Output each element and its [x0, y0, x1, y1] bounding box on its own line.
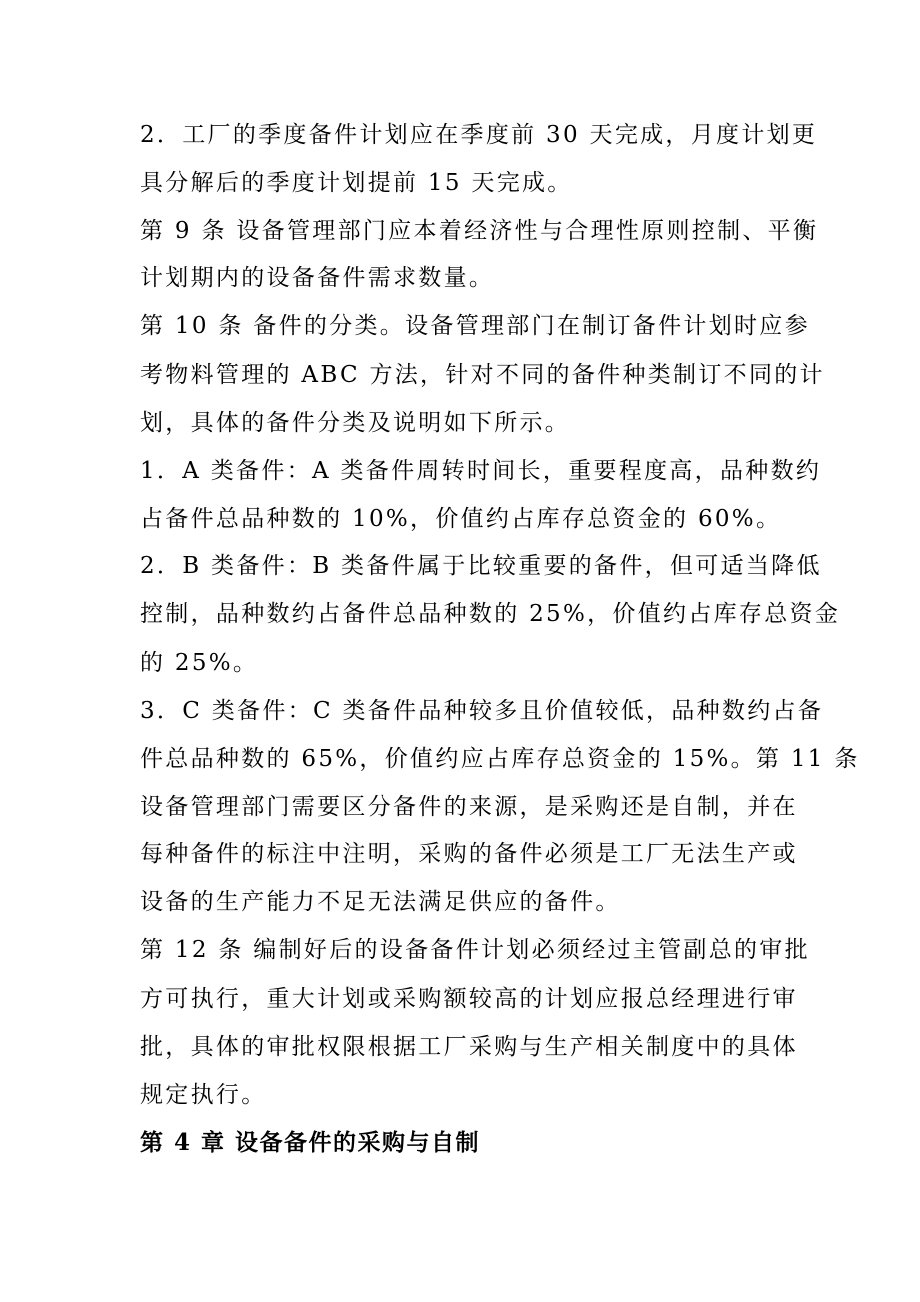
- text-line: 的 25%。: [140, 650, 259, 676]
- text-line: 划，具体的备件分类及说明如下所示。: [140, 410, 571, 436]
- text-line: 设备管理部门需要区分备件的来源，是采购还是自制，并在: [140, 794, 798, 820]
- text-line: 批，具体的审批权限根据工厂采购与生产相关制度中的具体: [140, 1034, 798, 1060]
- text-line: 1．A 类备件：A 类备件周转时间长，重要程度高，品种数约: [140, 458, 822, 484]
- text-line: 设备的生产能力不足无法满足供应的备件。: [140, 889, 621, 915]
- text-line: 件总品种数的 65%，价值约应占库存总资金的 15%。第 11 条: [140, 746, 860, 772]
- text-line: 方可执行，重大计划或采购额较高的计划应报总经理进行审: [140, 986, 798, 1012]
- text-line: 第 9 条 设备管理部门应本着经济性与合理性原则控制、平衡: [140, 218, 819, 244]
- text-line: 第 12 条 编制好后的设备备件计划必须经过主管副总的审批: [140, 937, 810, 963]
- text-line: 控制，品种数约占备件总品种数的 25%，价值约占库存总资金: [140, 601, 841, 627]
- text-line: 每种备件的标注中注明，采购的备件必须是工厂无法生产或: [140, 841, 798, 867]
- chapter-heading: 第 4 章 设备备件的采购与自制: [140, 1129, 481, 1156]
- text-line: 2．工厂的季度备件计划应在季度前 30 天完成，月度计划更: [140, 122, 818, 148]
- text-line: 规定执行。: [140, 1082, 267, 1108]
- text-line: 第 10 条 备件的分类。设备管理部门在制订备件计划时应参: [140, 313, 810, 339]
- text-line: 计划期内的设备备件需求数量。: [140, 265, 495, 291]
- text-line: 具分解后的季度计划提前 15 天完成。: [140, 170, 573, 196]
- text-line: 2．B 类备件：B 类备件属于比较重要的备件，但可适当降低: [140, 553, 822, 579]
- text-line: 占备件总品种数的 10%，价值约占库存总资金的 60%。: [140, 506, 782, 532]
- text-line: 3．C 类备件：C 类备件品种较多且价值较低，品种数约占备: [140, 698, 824, 724]
- text-line: 考物料管理的 ABC 方法，针对不同的备件种类制订不同的计: [140, 362, 825, 388]
